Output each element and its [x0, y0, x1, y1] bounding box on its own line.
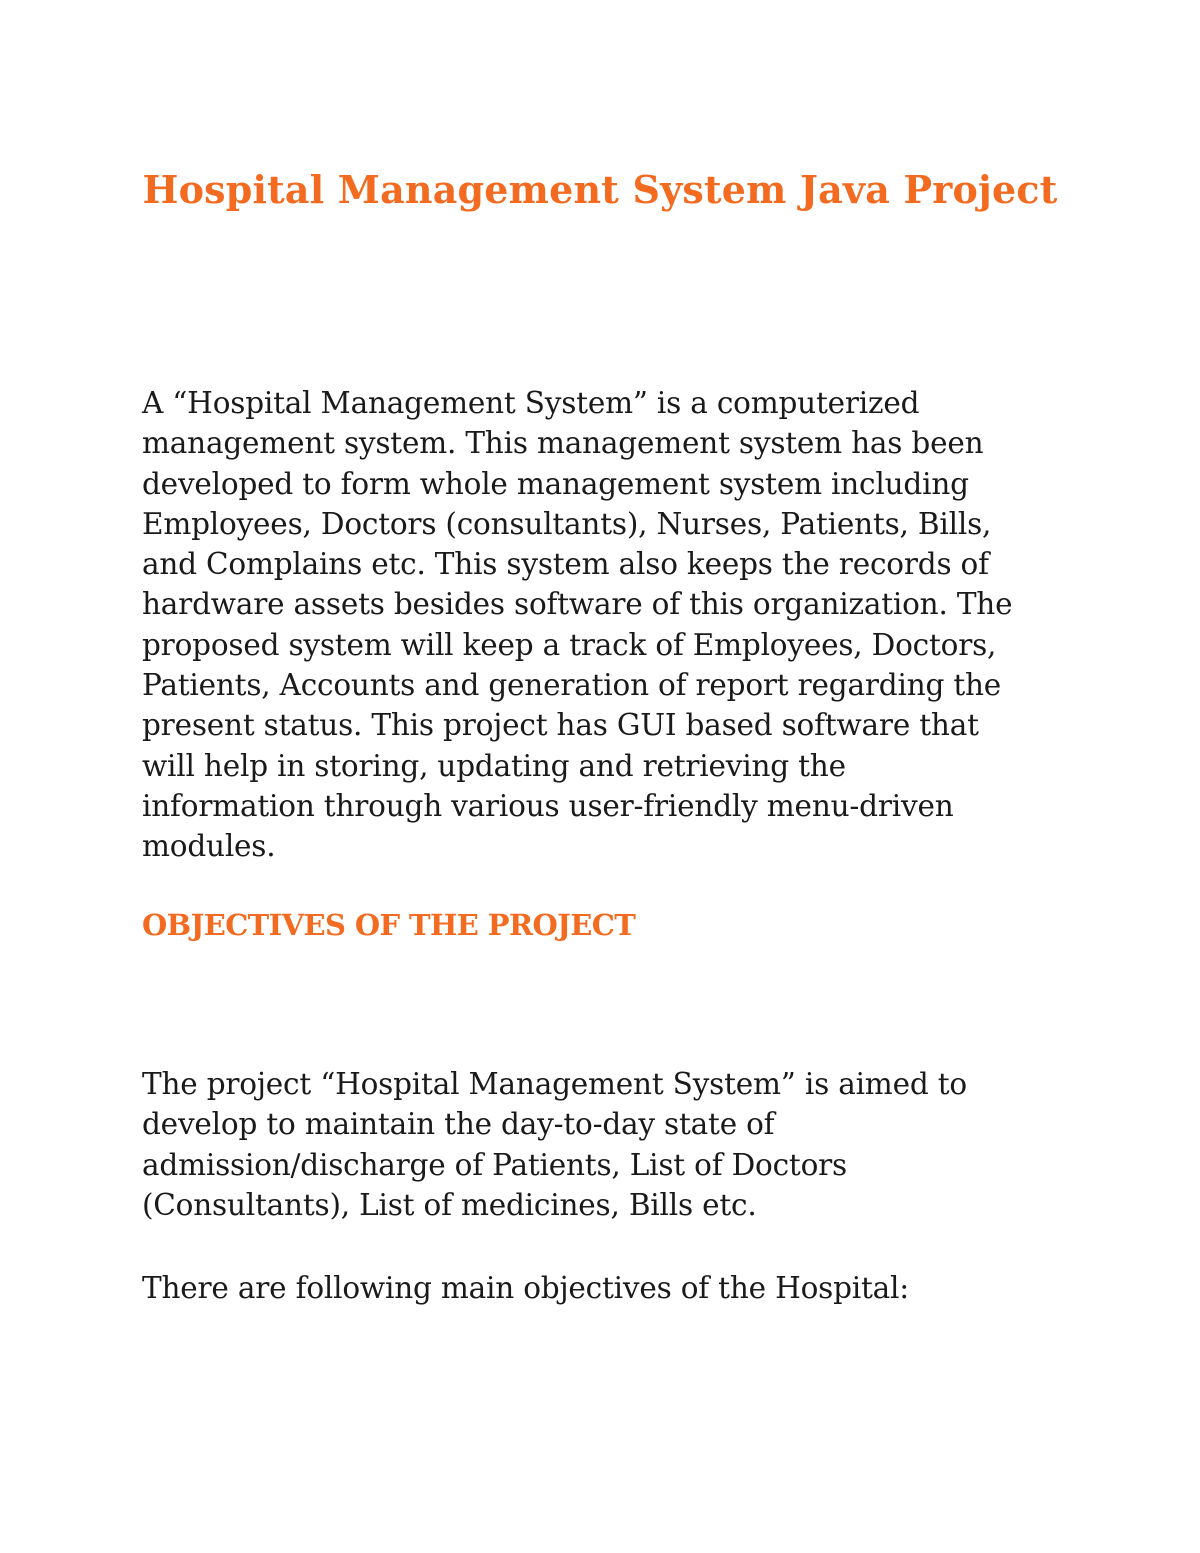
intro-line: hardware assets besides software of this organization. The	[142, 587, 1013, 622]
objectives-line: The project “Hospital Management System” is aimed to	[142, 1067, 967, 1101]
intro-line: Patients, Accounts and generation of report regarding the	[142, 668, 1002, 703]
intro-line: Employees, Doctors (consultants), Nurses, Patients, Bills,	[142, 506, 992, 541]
objectives-line: admission/discharge of Patients, List of Doctors	[142, 1147, 847, 1182]
intro-line: information through various user-friendly menu-driven	[142, 788, 954, 823]
intro-line: management system. This management system has been	[142, 426, 984, 461]
intro-line: present status. This project has GUI based software that	[142, 708, 979, 743]
objectives-paragraph	[142, 1064, 1062, 1225]
intro-line: modules.	[142, 829, 276, 864]
objectives-line: develop to maintain the day-to-day state of	[142, 1107, 775, 1142]
following-line: There are following main objectives of the Hospital:	[142, 1271, 910, 1305]
objectives-line: (Consultants), List of medicines, Bills etc.	[142, 1187, 757, 1222]
page-title: Hospital Management System Java Project	[142, 167, 1058, 213]
intro-paragraph	[142, 383, 1062, 867]
intro-line: and Complains etc. This system also keeps the records of	[142, 547, 989, 582]
intro-line: proposed system will keep a track of Employees, Doctors,	[142, 627, 997, 662]
objectives-heading: OBJECTIVES OF THE PROJECT	[142, 908, 636, 942]
following-paragraph	[142, 1268, 1062, 1308]
intro-line: developed to form whole management system including	[142, 466, 969, 501]
intro-line: will help in storing, updating and retrieving the	[142, 748, 846, 783]
intro-line: A “Hospital Management System” is a computerized	[142, 386, 920, 420]
